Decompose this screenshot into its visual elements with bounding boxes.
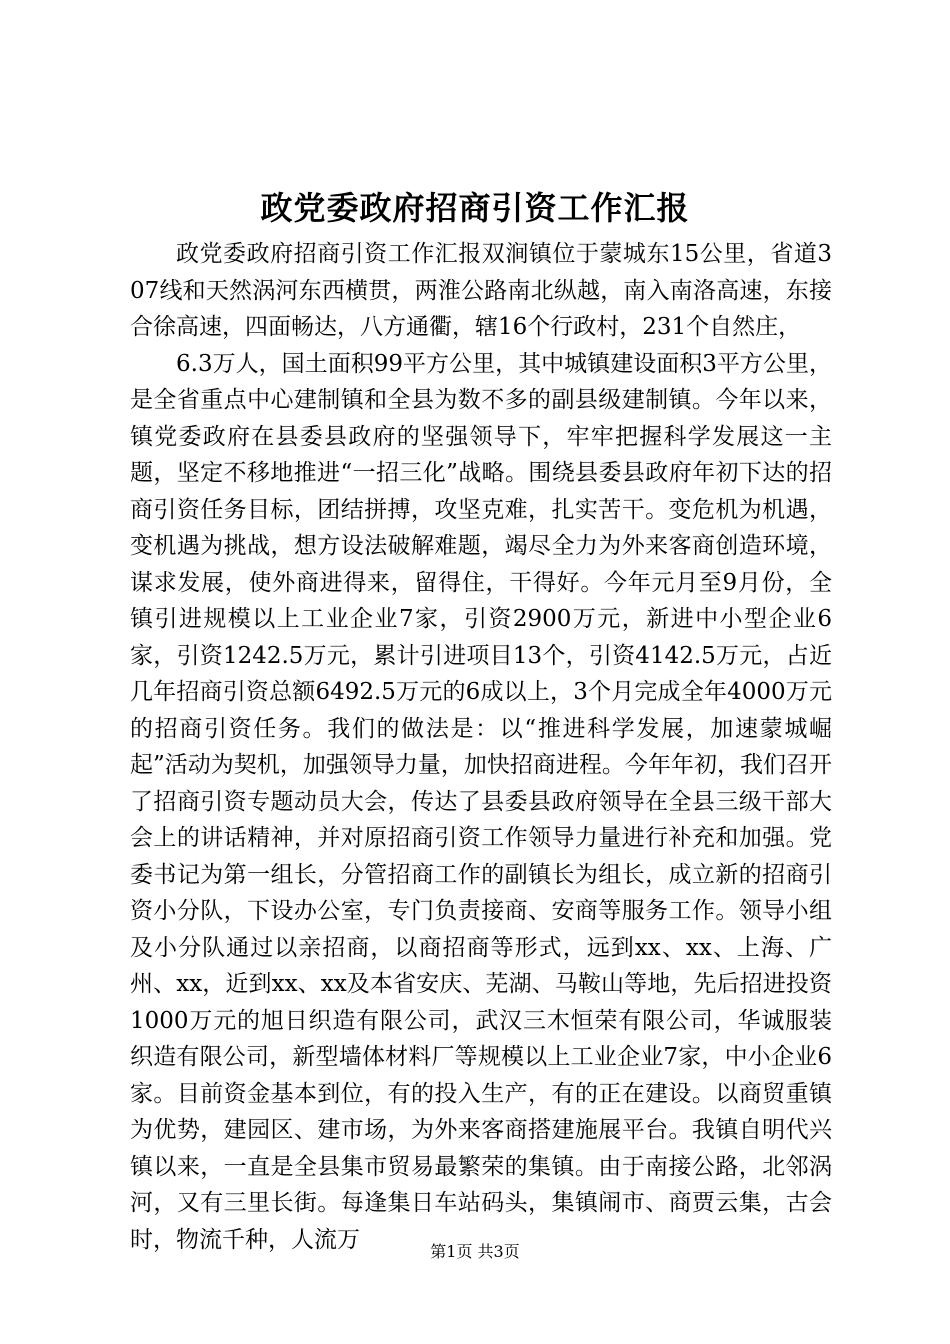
- document-body: [130, 236, 832, 1258]
- paragraph-2: 6.3万人，国土面积99平方公里，其中城镇建设面积3平方公里，是全省重点中心建制镇和全县为数不多的副县级建制镇。今年以来，镇党委政府在县委县政府的坚强领导下，牢牢把握科学发展这一主题，坚定不移地推进“一招三化”战略。围绕县委县政府年初下达的招商引资任务目标，团结拼搏，攻坚克难，扎实苦干。变危机为机遇，变机遇为挑战，想方设法破解难题，竭尽全力为外来客商创造环境，谋求发展，使外商进得来，留得住，干得好。今年元月至9月份，全镇引进规模以上工业企业7家，引资2900万元，新进中小型企业6家，引资1242.5万元，累计引进项目13个，引资4142.5万元，占近几年招商引资总额6492.5万元的6成以上，3个月完成全年4000万元的招商引资任务。我们的做法是：以“推进科学发展，加速蒙城崛起”活动为契机，加强领导力量，加快招商进程。今年年初，我们召开了招商引资专题动员大会，传达了县委县政府领导在全县三级干部大会上的讲话精神，并对原招商引资工作领导力量进行补充和加强。党委书记为第一组长，分管招商工作的副镇长为组长，成立新的招商引资小分队，下设办公室，专门负责接商、安商等服务工作。领导小组及小分队通过以亲招商，以商招商等形式，远到xx、xx、上海、广州、xx，近到xx、xx及本省安庆、芜湖、马鞍山等地，先后招进投资1000万元的旭日织造有限公司，武汉三木恒荣有限公司，华诚服装织造有限公司，新型墙体材料厂等规模以上工业企业7家，中小企业6家。目前资金基本到位，有的投入生产，有的正在建设。以商贸重镇为优势，建园区、建市场，为外来客商搭建施展平台。我镇自明代兴镇以来，一直是全县集市贸易最繁荣的集镇。由于南接公路，北邻涡河，又有三里长街。每逢集日车站码头，集镇闹市、商贾云集，古会时，物流千种，人流万: [130, 350, 832, 1253]
- paragraph-1: 政党委政府招商引资工作汇报双涧镇位于蒙城东15公里，省道307线和天然涡河东西横贯，两淮公路南北纵越，南入南洛高速，东接合徐高速，四面畅达，八方通衢，辖16个行政村，231个自然庄，: [130, 241, 832, 340]
- document-title: 政党委政府招商引资工作汇报: [260, 189, 690, 227]
- page-footer: 第1页 共3页: [430, 1242, 520, 1261]
